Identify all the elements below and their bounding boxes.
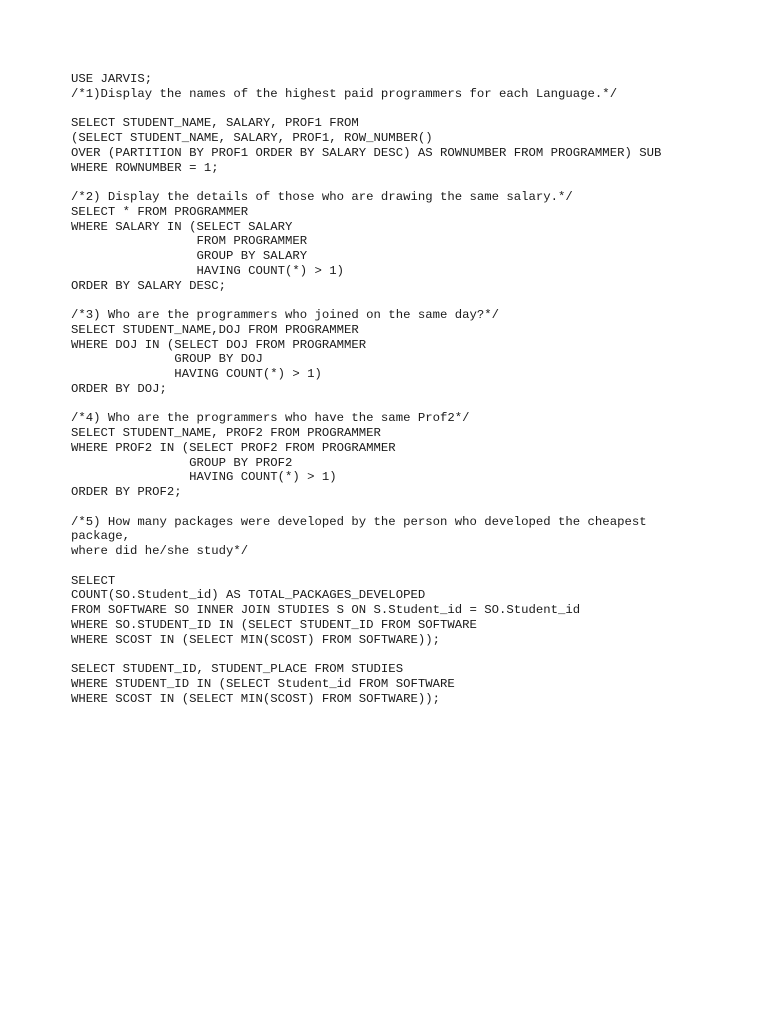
code-line: GROUP BY DOJ [71,352,263,367]
code-line: WHERE SCOST IN (SELECT MIN(SCOST) FROM SOFTWARE)); [71,632,440,647]
code-line: HAVING COUNT(*) > 1) [71,263,345,278]
code-line: HAVING COUNT(*) > 1) [71,367,322,381]
blank-line [71,647,711,662]
code-line: SELECT STUDENT_ID, STUDENT_PLACE FROM STUDIES [71,662,404,676]
code-line: where did he/she study*/ [71,544,249,558]
code-line: /*1)Display the names of the highest paid programmers for each Language.*/ [71,86,618,101]
blank-line [71,559,711,574]
code-line: WHERE PROF2 IN (SELECT PROF2 FROM PROGRAMMER [71,440,396,455]
code-line: WHERE SO.STUDENT_ID IN (SELECT STUDENT_ID FROM SOFTWARE [71,617,477,632]
blank-line [71,500,711,515]
code-line: ORDER BY PROF2; [71,485,182,499]
code-line: SELECT [71,573,116,588]
code-line: COUNT(SO.Student_id) AS TOTAL_PACKAGES_DEVELOPED [71,588,426,603]
code-line: FROM PROGRAMMER [71,234,308,249]
code-line: HAVING COUNT(*) > 1) [71,470,337,485]
code-line: /*2) Display the details of those who are drawing the same salary.*/ [71,190,573,204]
code-line: SELECT STUDENT_NAME, SALARY, PROF1 FROM [71,116,359,131]
sql-code-block [71,72,711,706]
code-line: SELECT * FROM PROGRAMMER [71,204,249,219]
code-line: SELECT STUDENT_NAME, PROF2 FROM PROGRAMMER [71,426,381,440]
code-line: WHERE SALARY IN (SELECT SALARY [71,219,293,234]
blank-line [71,293,711,308]
code-line: WHERE ROWNUMBER = 1; [71,160,219,175]
code-line: GROUP BY SALARY [71,249,308,263]
code-line: /*5) How many packages were developed by the person who developed the cheapest [71,514,647,529]
code-line: ORDER BY DOJ; [71,381,167,396]
code-line: WHERE STUDENT_ID IN (SELECT Student_id FROM SOFTWARE [71,676,455,691]
code-line: ORDER BY SALARY DESC; [71,278,226,293]
code-line: GROUP BY PROF2 [71,455,293,470]
code-line: USE JARVIS; [71,72,153,86]
code-line: WHERE SCOST IN (SELECT MIN(SCOST) FROM SOFTWARE)); [71,691,440,706]
code-line: OVER (PARTITION BY PROF1 ORDER BY SALARY DESC) AS ROWNUMBER FROM PROGRAMMER) SUB [71,145,662,160]
code-line: /*3) Who are the programmers who joined on the same day?*/ [71,308,500,322]
blank-line [71,102,711,117]
code-line: WHERE DOJ IN (SELECT DOJ FROM PROGRAMMER [71,337,367,352]
blank-line [71,397,711,412]
code-line: (SELECT STUDENT_NAME, SALARY, PROF1, ROW_NUMBER() [71,131,433,145]
code-line: FROM SOFTWARE SO INNER JOIN STUDIES S ON S.Student_id = SO.Student_id [71,603,581,617]
code-line: package, [71,529,131,544]
code-line: /*4) Who are the programmers who have the same Prof2*/ [71,411,470,426]
blank-line [71,175,711,190]
code-line: SELECT STUDENT_NAME,DOJ FROM PROGRAMMER [71,322,359,337]
